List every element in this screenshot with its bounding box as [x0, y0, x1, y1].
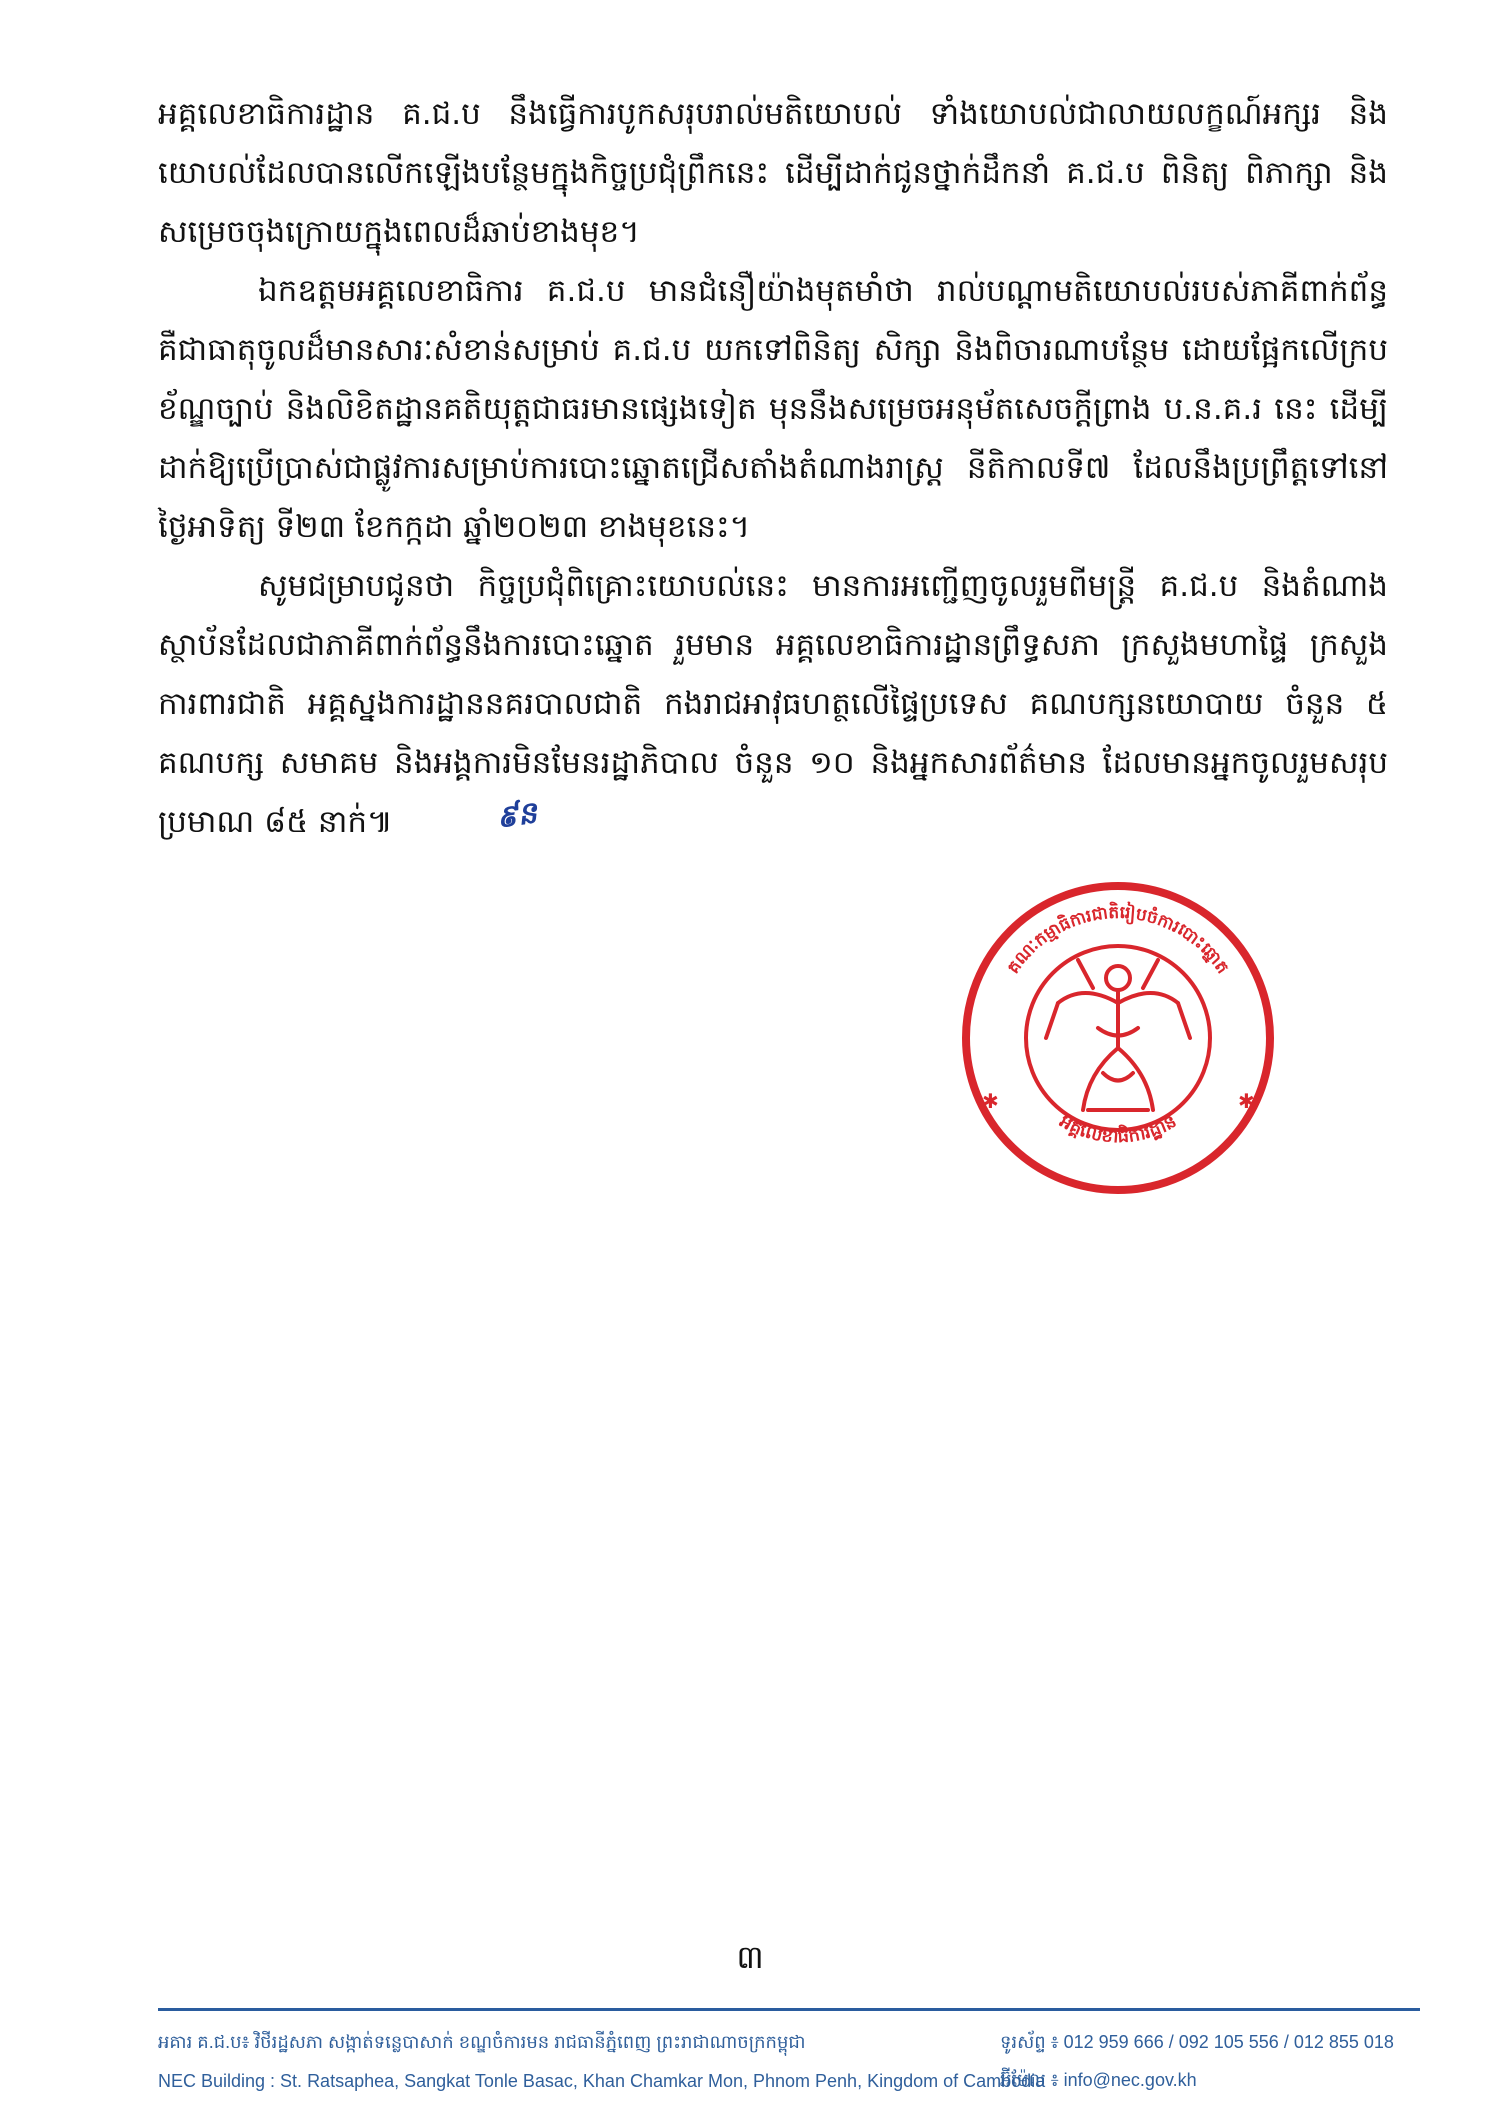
seal-star-right: ✱: [1238, 1089, 1255, 1113]
seal-star-left: ✱: [982, 1089, 999, 1113]
paragraph-1: [158, 85, 1388, 262]
paragraph-3: [158, 557, 1388, 852]
page-number: ៣: [736, 1938, 764, 1976]
seal-emblem-figure: [1046, 960, 1190, 1110]
footer: [158, 2024, 1420, 2100]
footer-address-khmer: អគារ គ.ជ.ប៖ វិថីរដ្ឋសភា សង្កាត់ទន្លេបាសាក់ ខណ្ឌចំការមន រាជធានីភ្នំពេញ ព្រះរាជាណាចក្រកម្ពុជា: [158, 2031, 806, 2052]
footer-row-khmer: [158, 2024, 1420, 2062]
handwritten-initials: ៩ន: [494, 795, 539, 836]
paragraph-2-text: ឯកឧត្តមអគ្គលេខាធិការ គ.ជ.ប មានជំនឿយ៉ាងមុតមាំថា រាល់បណ្តាមតិយោបល់របស់ភាគីពាក់ព័ន្ធ គឺជាធាតុចូលដ៏មានសារៈសំខាន់សម្រាប់ គ.ជ.ប យកទៅពិនិត្យ សិក្សា និងពិចារណាបន្ថែម ដោយផ្អែកលើក្របខ័ណ្ឌច្បាប់ និងលិខិតដ្ឋានគតិយុត្តជាធរមានផ្សេងទៀត មុននឹងសម្រេចអនុម័តសេចក្តីព្រាង ប.ន.គ.រ នេះ ដើម្បីដាក់ឱ្យប្រើប្រាស់ជាផ្លូវការសម្រាប់ការបោះឆ្នោតជ្រើសតាំងតំណាងរាស្ត្រ នីតិកាលទី៧ ដែលនឹងប្រព្រឹត្តទៅនៅថ្ងៃអាទិត្យ ទី២៣ ខែកក្កដា ឆ្នាំ២០២៣ ខាងមុខនេះ។: [158, 273, 1388, 545]
paragraph-2: [158, 262, 1388, 557]
document-body: [158, 85, 1388, 852]
paragraph-3-text: សូមជម្រាបជូនថា កិច្ចប្រជុំពិគ្រោះយោបល់នេះ មានការអញ្ជើញចូលរួមពីមន្ត្រី គ.ជ.ប និងតំណាងស្ថាប័នដែលជាភាគីពាក់ព័ន្ធនឹងការបោះឆ្នោត រួមមាន អគ្គលេខាធិការដ្ឋានព្រឹទ្ធសភា ក្រសួងមហាផ្ទៃ ក្រសួងការពារជាតិ អគ្គស្នងការដ្ឋាននគរបាលជាតិ កងរាជអាវុធហត្ថលើផ្ទៃប្រទេស គណបក្សនយោបាយ ចំនួន ៥ គណបក្ស សមាគម និងអង្គការមិនមែនរដ្ឋាភិបាល ចំនួន ១០ និងអ្នកសារព័ត៌មាន ដែលមានអ្នកចូលរួមសរុបប្រមាណ ៨៥ នាក់៕: [158, 568, 1388, 840]
seal-top-text: គណៈកម្មាធិការជាតិរៀបចំការបោះឆ្នោត: [1003, 902, 1233, 978]
official-seal: [958, 878, 1278, 1198]
footer-divider: [158, 2008, 1420, 2011]
seal-bottom-text: អគ្គលេខាធិការដ្ឋាន: [1055, 1110, 1181, 1148]
footer-email: អ៊ីម៉ែល ៖ info@nec.gov.kh: [1000, 2069, 1197, 2090]
footer-phone: ទូរស័ព្ទ ៖ 012 959 666 / 092 105 556 / 012 855 018: [1000, 2031, 1394, 2052]
paragraph-1-text: អគ្គលេខាធិការដ្ឋាន គ.ជ.ប នឹងធ្វើការបូកសរុបរាល់មតិយោបល់ ទាំងយោបល់ជាលាយលក្ខណ៍អក្សរ និងយោបល់ដែលបានលើកឡើងបន្ថែមក្នុងកិច្ចប្រជុំព្រឹកនេះ ដើម្បីដាក់ជូនថ្នាក់ដឹកនាំ គ.ជ.ប ពិនិត្យ ពិភាក្សា និងសម្រេចចុងក្រោយក្នុងពេលដ៏ឆាប់ខាងមុខ។: [158, 96, 1388, 250]
footer-address-english: NEC Building : St. Ratsaphea, Sangkat Tonle Basac, Khan Chamkar Mon, Phnom Penh, Kingdom of Cambodia: [158, 2070, 1046, 2091]
footer-row-english: [158, 2062, 1420, 2100]
